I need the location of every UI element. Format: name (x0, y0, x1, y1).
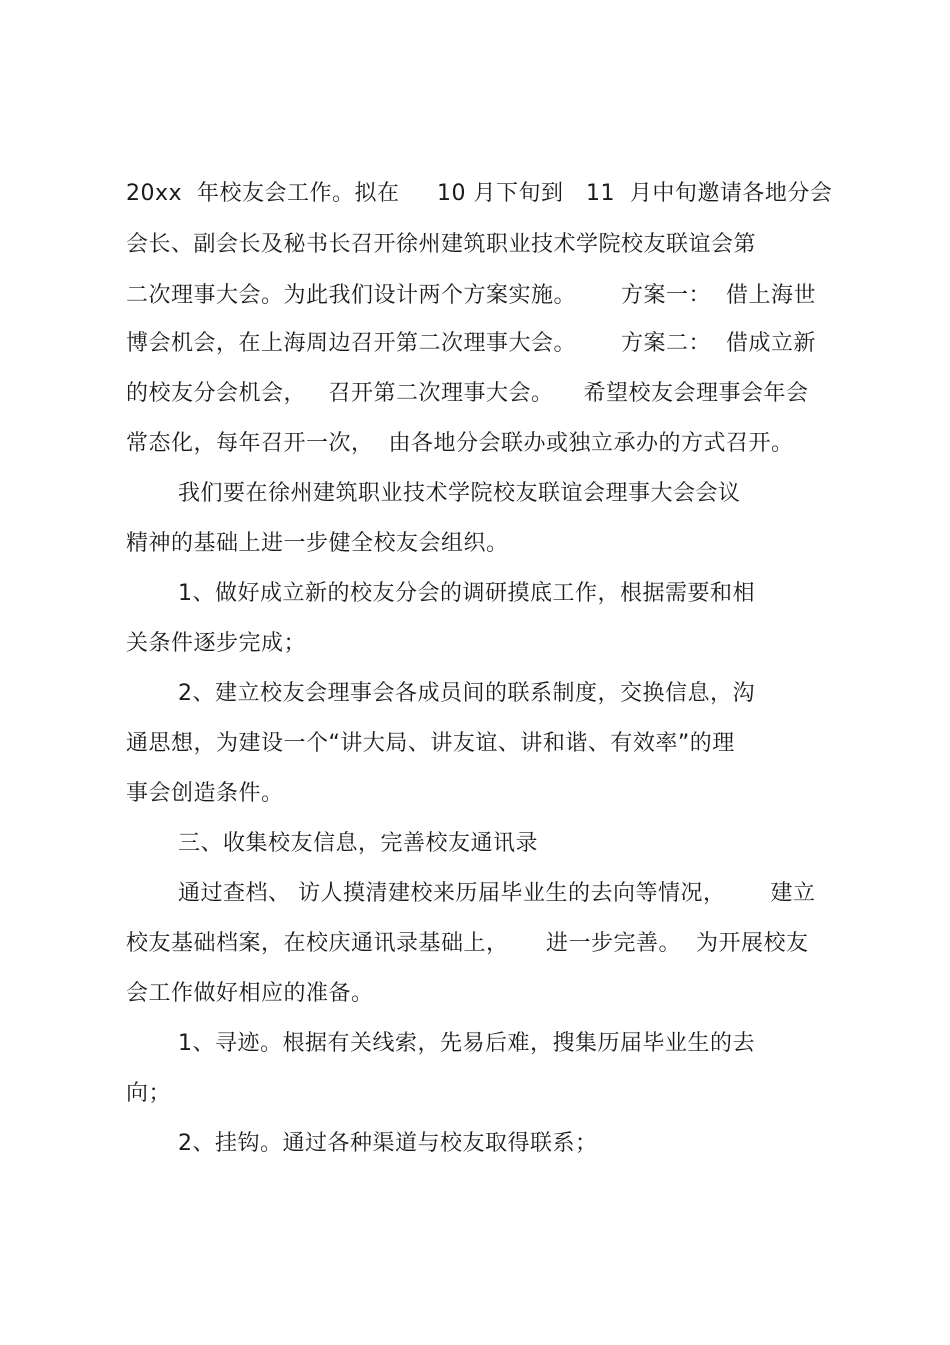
list-item-line: 2、挂钩。通过各种渠道与校友取得联系； (178, 1131, 598, 1156)
text-line: 博会机会，在上海周边召开第二次理事大会。 方案二： 借成立新 (126, 331, 816, 356)
text-line: 通思想，为建设一个“讲大局、讲友谊、讲和谐、有效率”的理 (126, 731, 735, 756)
list-item-line: 1、做好成立新的校友分会的调研摸底工作，根据需要和相 (178, 581, 755, 606)
list-item-line: 2、建立校友会理事会各成员间的联系制度，交换信息，沟 (178, 681, 755, 706)
text-line: 的校友分会机会， 召开第二次理事大会。 希望校友会理事会年会 (126, 381, 809, 406)
text-line: 20xx 年校友会工作。拟在 10 月下旬到 11 月中旬邀请各地分会 (126, 181, 833, 206)
list-item-line: 1、寻迹。根据有关线索，先易后难，搜集历届毕业生的去 (178, 1031, 755, 1056)
text-line: 会工作做好相应的准备。 (126, 981, 374, 1006)
text-line: 校友基础档案，在校庆通讯录基础上， 进一步完善。 为开展校友 (126, 931, 809, 956)
text-line: 常态化，每年召开一次， 由各地分会联办或独立承办的方式召开。 (126, 431, 794, 456)
paragraph-first-line: 通过查档、 访人摸清建校来历届毕业生的去向等情况， 建立 (178, 881, 816, 906)
text-line: 精神的基础上进一步健全校友会组织。 (126, 531, 509, 556)
text-line: 关条件逐步完成； (126, 631, 307, 656)
text-line: 二次理事大会。为此我们设计两个方案实施。 方案一： 借上海世 (126, 283, 816, 308)
text-line: 事会创造条件。 (126, 781, 284, 806)
text-line: 向； (126, 1081, 172, 1106)
paragraph-first-line: 我们要在徐州建筑职业技术学院校友联谊会理事大会会议 (178, 481, 741, 506)
text-line: 会长、副会长及秘书长召开徐州建筑职业技术学院校友联谊会第 (126, 232, 757, 257)
section-heading: 三、收集校友信息，完善校友通讯录 (178, 831, 539, 856)
